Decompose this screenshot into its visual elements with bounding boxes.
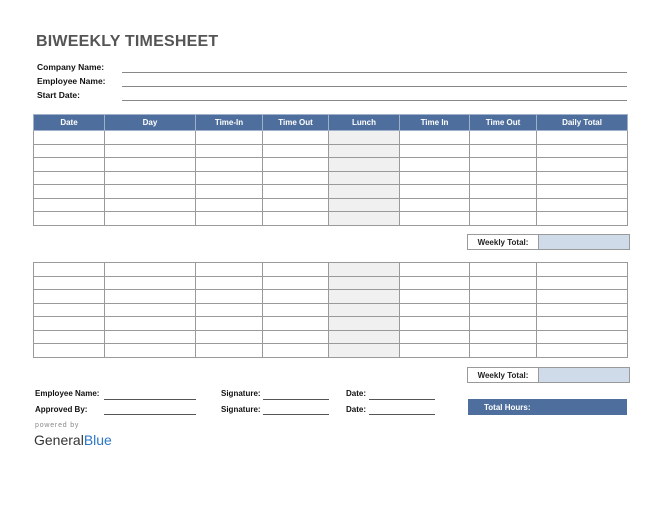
table-cell[interactable] (263, 317, 329, 331)
table-cell[interactable] (196, 276, 263, 290)
table-cell[interactable] (105, 303, 196, 317)
table-cell[interactable] (537, 198, 628, 212)
table-cell[interactable] (537, 344, 628, 358)
table-cell[interactable] (470, 171, 537, 185)
table-cell[interactable] (470, 198, 537, 212)
table-cell[interactable] (329, 131, 400, 145)
col-time-in: Time-In (196, 115, 263, 131)
table-cell[interactable] (263, 330, 329, 344)
table-cell[interactable] (400, 212, 470, 226)
col-lunch: Lunch (329, 115, 400, 131)
table-row (34, 185, 628, 199)
table-row (34, 131, 628, 145)
table-cell[interactable] (34, 344, 105, 358)
employee-name-sign-field[interactable] (104, 399, 196, 400)
week1-table (33, 114, 628, 226)
table-cell[interactable] (34, 263, 105, 277)
table-cell[interactable] (105, 212, 196, 226)
table-row (34, 263, 628, 277)
table-cell[interactable] (400, 171, 470, 185)
table-cell[interactable] (263, 198, 329, 212)
table-cell[interactable] (329, 303, 400, 317)
table-cell[interactable] (105, 158, 196, 172)
table-cell[interactable] (537, 303, 628, 317)
table-cell[interactable] (263, 303, 329, 317)
start-date-field[interactable] (122, 100, 627, 101)
weekly-total-value[interactable] (538, 235, 629, 249)
table-cell[interactable] (34, 330, 105, 344)
table-cell[interactable] (400, 317, 470, 331)
table-cell[interactable] (196, 317, 263, 331)
table-cell[interactable] (537, 131, 628, 145)
table-cell[interactable] (34, 171, 105, 185)
table-cell[interactable] (34, 144, 105, 158)
table-cell[interactable] (263, 171, 329, 185)
table-cell[interactable] (537, 158, 628, 172)
table-cell[interactable] (105, 330, 196, 344)
date-label: Date: (346, 405, 367, 414)
table-cell[interactable] (105, 198, 196, 212)
signature-field[interactable] (263, 399, 329, 400)
table-cell[interactable] (537, 144, 628, 158)
week2-total (467, 367, 630, 383)
weekly-total-label: Weekly Total: (477, 370, 529, 380)
week1-total (467, 234, 630, 250)
table-cell[interactable] (470, 290, 537, 304)
table-cell[interactable] (329, 158, 400, 172)
table-cell[interactable] (34, 317, 105, 331)
table-cell[interactable] (329, 212, 400, 226)
table-row (34, 330, 628, 344)
table-cell[interactable] (470, 344, 537, 358)
signature-label: Signature: (221, 405, 261, 414)
company-name-field[interactable] (122, 72, 627, 73)
table-cell[interactable] (400, 144, 470, 158)
table-cell[interactable] (329, 171, 400, 185)
table-row (34, 144, 628, 158)
table-cell[interactable] (263, 131, 329, 145)
table-cell[interactable] (470, 263, 537, 277)
brand-blue: Blue (83, 432, 112, 448)
table-row (34, 303, 628, 317)
table-cell[interactable] (400, 131, 470, 145)
table-cell[interactable] (105, 344, 196, 358)
col-day: Day (105, 115, 196, 131)
table-cell[interactable] (470, 131, 537, 145)
table-cell[interactable] (400, 198, 470, 212)
table-cell[interactable] (537, 276, 628, 290)
table-cell[interactable] (196, 344, 263, 358)
table-cell[interactable] (400, 276, 470, 290)
weekly-total-label: Weekly Total: (477, 237, 529, 247)
table-cell[interactable] (196, 158, 263, 172)
table-cell[interactable] (400, 185, 470, 199)
table-cell[interactable] (537, 212, 628, 226)
total-hours-bar (468, 399, 627, 415)
brand-logo[interactable] (34, 432, 112, 448)
table-cell[interactable] (470, 144, 537, 158)
col-time-out: Time Out (263, 115, 329, 131)
total-hours-label: Total Hours: (484, 402, 531, 412)
table-cell[interactable] (537, 185, 628, 199)
col-daily-total: Daily Total (537, 115, 628, 131)
table-cell[interactable] (105, 263, 196, 277)
table-cell[interactable] (34, 198, 105, 212)
table-cell[interactable] (329, 185, 400, 199)
table-cell[interactable] (34, 290, 105, 304)
table-cell[interactable] (537, 330, 628, 344)
table-cell[interactable] (470, 330, 537, 344)
approved-by-label: Approved By: (35, 405, 88, 414)
table-cell[interactable] (34, 185, 105, 199)
employee-name-field[interactable] (122, 86, 627, 87)
date-field[interactable] (369, 399, 435, 400)
table-cell[interactable] (329, 290, 400, 304)
table-cell[interactable] (196, 212, 263, 226)
table-cell[interactable] (105, 185, 196, 199)
table-cell[interactable] (470, 317, 537, 331)
table-cell[interactable] (537, 290, 628, 304)
table-cell[interactable] (196, 330, 263, 344)
page-title: BIWEEKLY TIMESHEET (36, 33, 219, 50)
signature-field[interactable] (263, 414, 329, 415)
company-name-label: Company Name: (37, 62, 105, 72)
table-cell[interactable] (329, 317, 400, 331)
powered-by-text: powered by (35, 422, 80, 429)
table-cell[interactable] (400, 344, 470, 358)
table-cell[interactable] (196, 144, 263, 158)
table-cell[interactable] (263, 185, 329, 199)
table-row (34, 158, 628, 172)
table-cell[interactable] (329, 330, 400, 344)
table-cell[interactable] (400, 290, 470, 304)
table-cell[interactable] (329, 263, 400, 277)
date-label: Date: (346, 389, 367, 398)
table-cell[interactable] (34, 303, 105, 317)
table-cell[interactable] (470, 212, 537, 226)
employee-name-label: Employee Name: (37, 76, 106, 86)
table-cell[interactable] (105, 131, 196, 145)
table-cell[interactable] (263, 263, 329, 277)
table-cell[interactable] (196, 185, 263, 199)
table-cell[interactable] (329, 344, 400, 358)
table-cell[interactable] (400, 158, 470, 172)
table-cell[interactable] (196, 290, 263, 304)
table-cell[interactable] (470, 303, 537, 317)
table-row (34, 171, 628, 185)
signature-label: Signature: (221, 389, 261, 398)
table-row (34, 317, 628, 331)
table-cell[interactable] (105, 144, 196, 158)
table-cell[interactable] (537, 263, 628, 277)
table-cell[interactable] (263, 144, 329, 158)
start-date-label: Start Date: (37, 90, 80, 100)
approved-by-field[interactable] (104, 414, 196, 415)
table-cell[interactable] (400, 303, 470, 317)
table-cell[interactable] (34, 158, 105, 172)
table-row (34, 276, 628, 290)
table-cell[interactable] (470, 185, 537, 199)
table-cell[interactable] (196, 171, 263, 185)
table-cell[interactable] (263, 290, 329, 304)
employee-name-sign-label: Employee Name: (35, 389, 100, 398)
col-time-in-2: Time In (400, 115, 470, 131)
table-cell[interactable] (105, 317, 196, 331)
date-field[interactable] (369, 414, 435, 415)
table-cell[interactable] (263, 212, 329, 226)
table-row (34, 212, 628, 226)
table-cell[interactable] (400, 330, 470, 344)
table-cell[interactable] (196, 198, 263, 212)
table-cell[interactable] (329, 198, 400, 212)
table-cell[interactable] (196, 303, 263, 317)
table-cell[interactable] (34, 131, 105, 145)
table-cell[interactable] (196, 263, 263, 277)
brand-general: General (34, 432, 84, 448)
table-cell[interactable] (105, 276, 196, 290)
weekly-total-value[interactable] (538, 368, 629, 382)
table-cell[interactable] (34, 212, 105, 226)
table-cell[interactable] (263, 344, 329, 358)
table-cell[interactable] (263, 276, 329, 290)
table-cell[interactable] (196, 131, 263, 145)
table-cell[interactable] (470, 158, 537, 172)
week2-table (33, 262, 628, 358)
table-row (34, 290, 628, 304)
table-cell[interactable] (105, 171, 196, 185)
table-cell[interactable] (537, 171, 628, 185)
table-cell[interactable] (34, 276, 105, 290)
col-date: Date (34, 115, 105, 131)
table-cell[interactable] (105, 290, 196, 304)
table-cell[interactable] (329, 144, 400, 158)
table-row (34, 344, 628, 358)
table-cell[interactable] (263, 158, 329, 172)
table-row (34, 198, 628, 212)
table-cell[interactable] (400, 263, 470, 277)
table-cell[interactable] (537, 317, 628, 331)
table-cell[interactable] (329, 276, 400, 290)
table-cell[interactable] (470, 276, 537, 290)
col-time-out-2: Time Out (470, 115, 537, 131)
